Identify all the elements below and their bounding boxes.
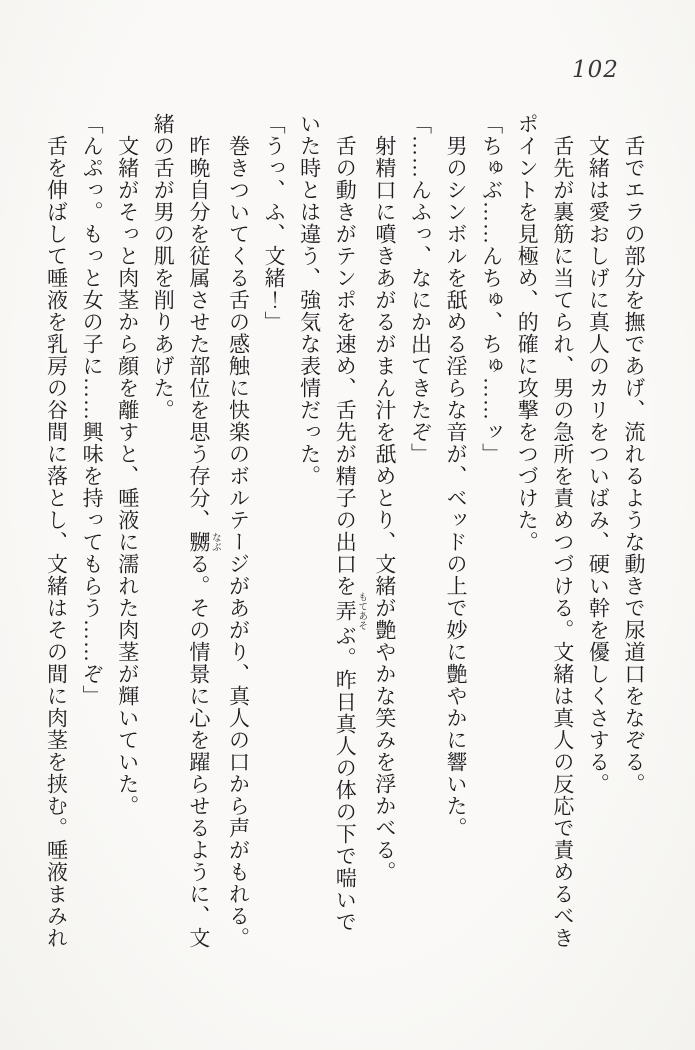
paragraph: 「ちゅぶ……んちゅ、ちゅ……ッ」 bbox=[479, 113, 504, 465]
paragraph: 文緒がそっと肉茎から顔を離すと、唾液に濡れた肉茎が輝いていた。 bbox=[115, 135, 140, 817]
paragraph: 巻きついてくる舌の感触に快楽のボルテージがあがり、真人の口から声がもれる。 bbox=[226, 135, 251, 949]
paragraph: 舌でエラの部分を撫であげ、流れるような動きで尿道口をなぞる。 bbox=[622, 135, 646, 795]
page-number: 102 bbox=[572, 57, 619, 83]
paragraph: 射精口に噴きあがるがまん汁を舐めとり、文緒が艶やかな笑みを浮かべる。 bbox=[372, 135, 397, 883]
paragraph: 昨晩自分を従属させた部位を思う存分、嬲 なぶる。その情景に心を躍らせるように、文緒の舌が男の肌を削りあげた。 bbox=[151, 113, 220, 949]
ruby-annotation: 弄 もてあそ bbox=[333, 592, 367, 630]
paragraph: 舌の動きがテンポを速め、舌先が精子の出口を弄 もてあそぶ。昨日真人の体の下で喘いでいた時とは違う、強気な表情だった。 bbox=[297, 113, 367, 933]
ruby-annotation: 嬲 なぶ bbox=[186, 531, 220, 553]
paragraph: 舌を伸ばして唾液を乳房の谷間に落とし、文緒はその間に肉茎を挟む。唾液まみれ bbox=[44, 135, 69, 949]
paragraph: 舌先が裏筋に当てられ、男の急所を責めつづける。文緒は真人の反応で責めるべきポイントを見極め、的確に攻撃をつづけた。 bbox=[515, 113, 575, 949]
paragraph: 「んぷっ。もっと女の子に……興味を持ってもらう……ぞ」 bbox=[80, 113, 105, 707]
paragraph: 男のシンボルを舐める淫らな音が、ベッドの上で妙に艶やかに響いた。 bbox=[444, 135, 469, 839]
paragraph: 「うっ、ふ、文緒！」 bbox=[262, 113, 287, 333]
paragraph: 「……んふっ、なにか出てきたぞ」 bbox=[408, 113, 433, 465]
paragraph: 文緒は愛おしげに真人のカリをついばみ、硬い幹を優しくさする。 bbox=[586, 135, 611, 795]
page-text bbox=[44, 113, 651, 953]
